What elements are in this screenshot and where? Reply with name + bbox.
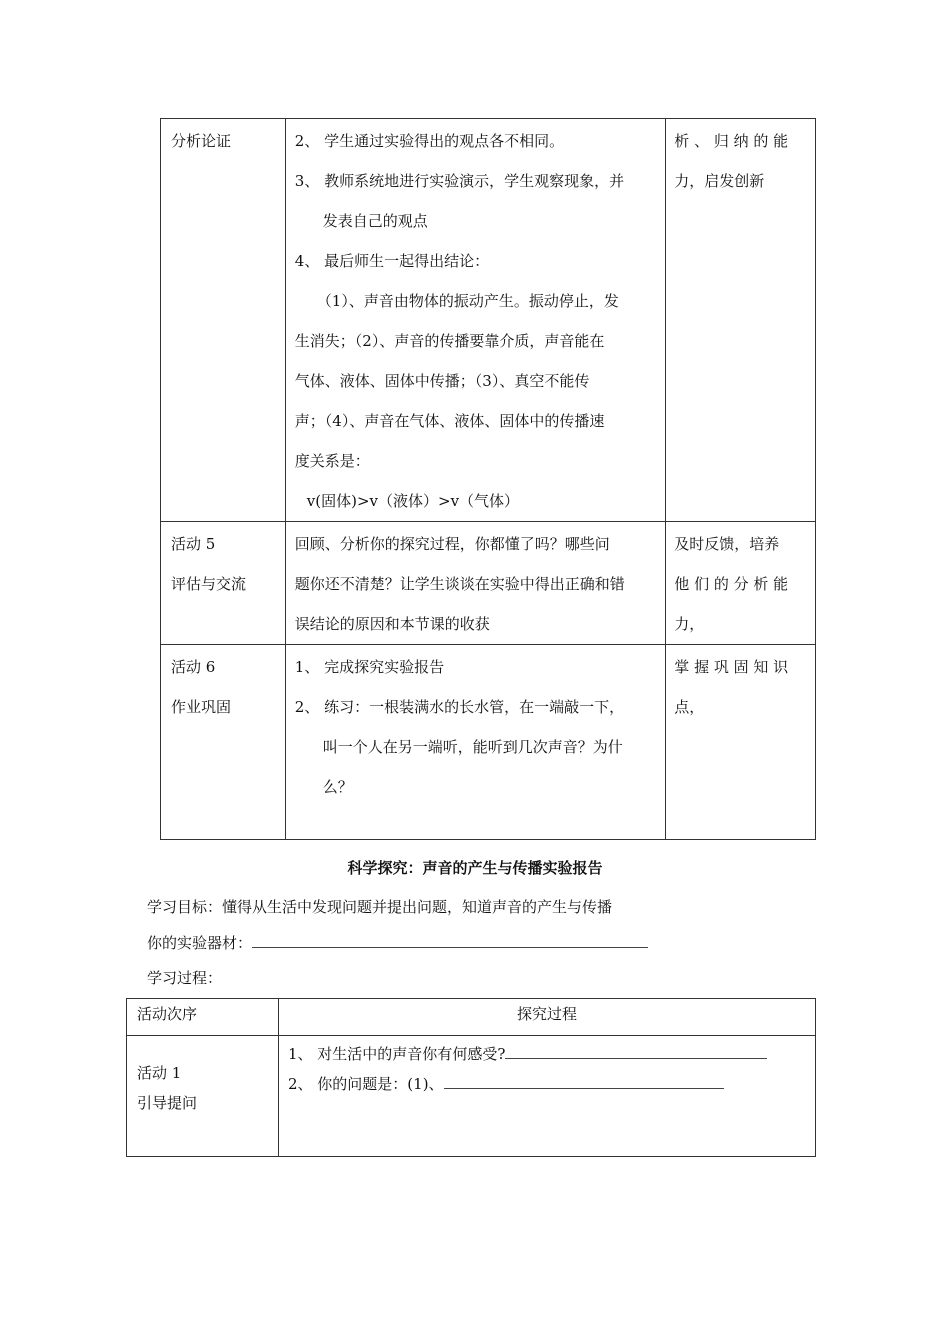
answer-blank[interactable] — [444, 1074, 724, 1089]
question-line — [288, 1039, 815, 1069]
activity-label: 活动 1 — [137, 1064, 182, 1082]
table-row — [127, 1036, 816, 1157]
activity-cell — [161, 119, 286, 522]
report-title: 科学探究：声音的产生与传播实验报告 — [347, 859, 603, 877]
process-line: （1）、声音由物体的振动产生。振动停止，发 — [316, 292, 619, 310]
process-line: 2、 练习：一根装满水的长水管，在一端敲一下， — [294, 698, 625, 716]
column-header: 探究过程 — [279, 999, 816, 1036]
intent-line: 及时反馈，培养 — [674, 535, 780, 553]
intent-cell — [666, 119, 816, 522]
activity-label: 分析论证 — [171, 132, 232, 150]
process-line: 生消失；（2）、声音的传播要靠介质，声音能在 — [294, 332, 605, 350]
process-line: v(固体)>v（液体）>v（气体） — [306, 492, 520, 510]
intent-line: 力，启发创新 — [674, 172, 765, 190]
answer-blank[interactable] — [505, 1044, 767, 1059]
process-cell — [279, 1036, 816, 1157]
intent-cell — [666, 522, 816, 645]
activity-cell — [127, 1036, 279, 1157]
intent-cell — [666, 645, 816, 840]
table-row — [161, 645, 816, 840]
process-cell — [285, 119, 666, 522]
process-line: 发表自己的观点 — [322, 212, 428, 230]
process-line: 度关系是： — [294, 452, 370, 470]
process-line: 叫一个人在另一端听，能听到几次声音？为什 — [322, 738, 623, 756]
materials-blank[interactable] — [252, 933, 648, 948]
activity-cell — [161, 522, 286, 645]
process-cell — [285, 522, 666, 645]
process-label: 学习过程： — [147, 969, 223, 987]
intent-line: 他 们 的 分 析 能 — [674, 575, 789, 593]
column-header: 活动次序 — [127, 999, 279, 1036]
activity-label: 评估与交流 — [171, 575, 247, 593]
process-line: 2、 学生通过实验得出的观点各不相同。 — [294, 132, 565, 150]
activity-label: 活动 5 — [171, 535, 216, 553]
process-line: 误结论的原因和本节课的收获 — [294, 615, 490, 633]
activity-cell — [161, 645, 286, 840]
lesson-plan-table — [160, 118, 816, 840]
report-table — [126, 998, 816, 1157]
learning-goal: 学习目标：懂得从生活中发现问题并提出问题，知道声音的产生与传播 — [147, 898, 613, 916]
activity-label: 作业巩固 — [171, 698, 232, 716]
intent-line: 掌 握 巩 固 知 识 — [674, 658, 789, 676]
process-line: 回顾、分析你的探究过程，你都懂了吗？哪些问 — [294, 535, 610, 553]
process-line: 4、 最后师生一起得出结论： — [294, 252, 490, 270]
intent-line: 力， — [674, 615, 705, 633]
question-line — [288, 1069, 815, 1099]
process-line: 么？ — [322, 778, 353, 796]
table-row — [161, 119, 816, 522]
materials-line — [147, 932, 648, 953]
process-line: 1、 完成探究实验报告 — [294, 658, 445, 676]
question-text: 2、 你的问题是：(1)、 — [288, 1075, 444, 1093]
process-line: 3、 教师系统地进行实验演示，学生观察现象，并 — [294, 172, 625, 190]
activity-label: 引导提问 — [137, 1094, 198, 1112]
intent-line: 析 、 归 纳 的 能 — [674, 132, 789, 150]
process-line: 声；（4）、声音在气体、液体、固体中的传播速 — [294, 412, 605, 430]
materials-label: 你的实验器材： — [147, 934, 253, 952]
process-line: 气体、液体、固体中传播；（3）、真空不能传 — [294, 372, 590, 390]
table-header-row — [127, 999, 816, 1036]
process-cell — [285, 645, 666, 840]
intent-line: 点， — [674, 698, 705, 716]
process-line: 题你还不清楚？让学生谈谈在实验中得出正确和错 — [294, 575, 625, 593]
question-text: 1、 对生活中的声音你有何感受? — [288, 1045, 506, 1063]
table-row — [161, 522, 816, 645]
activity-label: 活动 6 — [171, 658, 216, 676]
